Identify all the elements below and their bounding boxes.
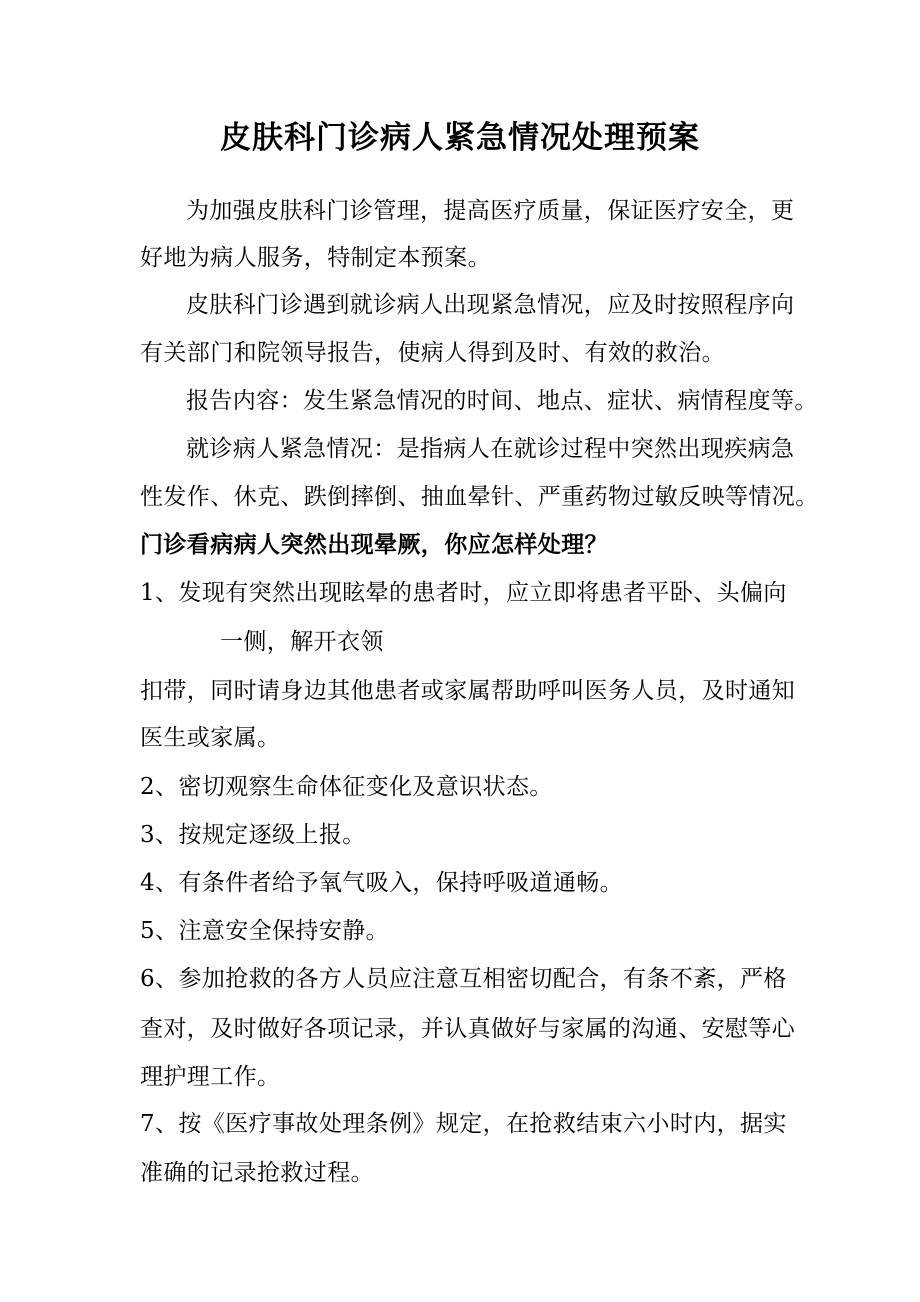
list-item-continuation: 准确的记录抢救过程。 (140, 1160, 374, 1186)
list-item: 5、注意安全保持安静。 (140, 918, 390, 944)
list-item: 3、按规定逐级上报。 (140, 822, 366, 848)
list-item-continuation: 查对，及时做好各项记录，并认真做好与家属的沟通、安慰等心 (140, 1016, 796, 1042)
paragraph-line: 报告内容：发生紧急情况的时间、地点、症状、病情程度等。 (186, 388, 818, 414)
list-item: 7、按《医疗事故处理条例》规定，在抢救结束六小时内，据实 (140, 1111, 787, 1137)
section-heading: 门诊看病病人突然出现晕厥，你应怎样处理？ (140, 531, 608, 558)
list-item-continuation: 一侧，解开衣领 (220, 629, 384, 655)
document-title: 皮肤科门诊病人紧急情况处理预案 (220, 120, 700, 156)
paragraph-line: 就诊病人紧急情况：是指病人在就诊过程中突然出现疾病急 (186, 436, 795, 462)
paragraph-line: 好地为病人服务，特制定本预案。 (140, 245, 491, 271)
list-item: 2、密切观察生命体征变化及意识状态。 (140, 774, 553, 800)
list-item: 6、参加抢救的各方人员应注意互相密切配合，有条不紊，严格 (140, 966, 787, 992)
list-item-continuation: 医生或家属。 (140, 725, 281, 751)
list-item-continuation: 扣带，同时请身边其他患者或家属帮助呼叫医务人员，及时通知 (140, 678, 796, 704)
list-item: 1、发现有突然出现眩晕的患者时，应立即将患者平卧、头偏向 (140, 580, 787, 606)
paragraph-line: 性发作、休克、跌倒摔倒、抽血晕针、严重药物过敏反映等情况。 (140, 484, 819, 510)
paragraph-line: 为加强皮肤科门诊管理，提高医疗质量，保证医疗安全，更 (186, 198, 795, 224)
list-item-continuation: 理护理工作。 (140, 1064, 281, 1090)
paragraph-line: 有关部门和院领导报告，使病人得到及时、有效的救治。 (140, 340, 725, 366)
paragraph-line: 皮肤科门诊遇到就诊病人出现紧急情况，应及时按照程序向 (186, 292, 795, 318)
list-item: 4、有条件者给予氧气吸入，保持呼吸道通畅。 (140, 870, 624, 896)
